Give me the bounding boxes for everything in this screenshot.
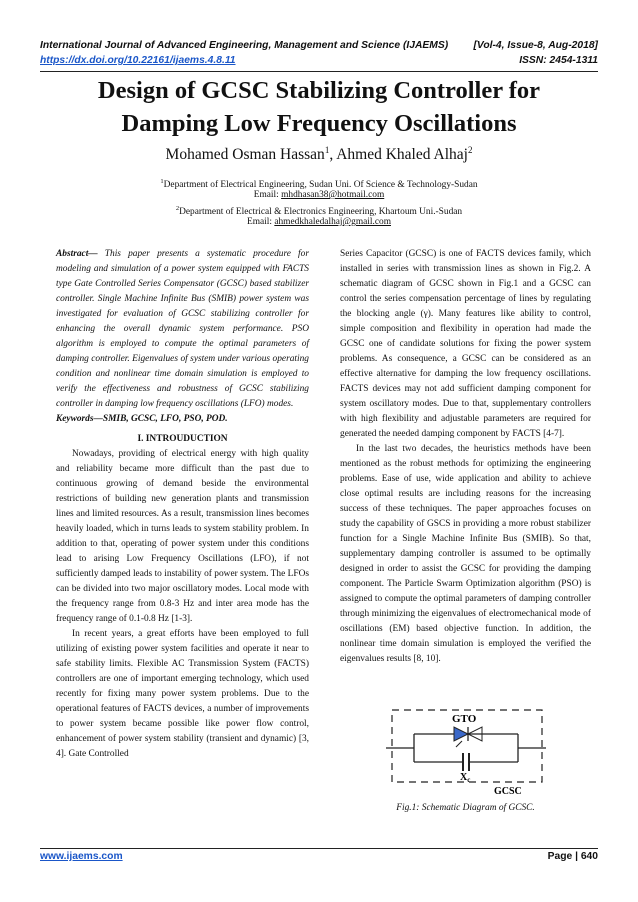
author-1: Mohamed Osman Hassan (165, 146, 325, 164)
section-heading-introduction: I. INTROUDUCTION (137, 434, 228, 444)
email-1-label: Email: (253, 190, 282, 200)
header-divider (40, 71, 598, 72)
journal-subheader (40, 55, 598, 66)
doi-link[interactable]: https://dx.doi.org/10.22161/ijaems.4.8.11 (40, 55, 236, 66)
affiliation-2-text: Department of Electrical & Electronics Engineering, Khartoum Uni.-Sudan (179, 207, 463, 218)
figure-caption: Fig.1: Schematic Diagram of GCSC. (396, 803, 535, 813)
paragraph: In the last two decades, the heuristics methods have been mentioned as the robust methods for optimizing the engineering problems. Ease of use, wide application and ability to achieve close optimal results are including reasons for the increasing success of these techniques. The paper approaches focuses on study the capability of GSCS in providing a more robust stabilizer function for a Single Machine Infinite Bus (SMIB). So that, supplementary damping controller is assumed to be optimally designed in order to assist the GCSC for providing the damping component. The Particle Swarm Optimization algorithm (PSO) is assigned to compute the optimal parameters of damping controller through minimizing the eigenvalues of electromechanical mode of oscillations (EM) based objective function. In addition, the nonlinear time domain simulation is employed the verified the eigenvalues results [8, 10]. (340, 444, 591, 664)
page-number (548, 851, 598, 862)
xc-label (460, 772, 470, 784)
issn: ISSN: 2454-1311 (519, 55, 598, 66)
abstract-label: Abstract— (56, 249, 98, 259)
xc-label-sub: c (467, 776, 471, 784)
gcsc-schematic-figure (386, 706, 546, 798)
email-2 (40, 216, 598, 228)
footer-website-link[interactable]: www.ijaems.com (40, 851, 123, 862)
author-separator: , (329, 146, 337, 164)
page-number-value: 640 (580, 851, 598, 862)
email-2-link[interactable]: ahmedkhaledalhaj@gmail.com (274, 217, 391, 227)
email-2-label: Email: (246, 217, 275, 227)
author-list (40, 145, 598, 164)
paper-title-line-1: Design of GCSC Stabilizing Controller for (97, 77, 541, 104)
abstract-text: This paper presents a systematic procedure for modeling and simulation of a power system equipped with FACTS type Gate Controlled Series Compensator (GCSC) based stabilizer controller. Single Machine Infinite Bus (SMIB) power system was investigated for evaluation of GCSC stabilizing controller for enhancing the overall dynamic system performance. PSO algorithm is employed to compute the optimal parameters of damping controller. Eigenvalues of system under various operating condition and nonlinear time domain simulation is employed to verify the effectiveness and robustness of GCSC stabilizing controller in damping low frequency oscillations (LFO) modes. (56, 249, 309, 409)
journal-name: International Journal of Advanced Engineering, Management and Science (IJAEMS) (40, 40, 449, 51)
email-1 (40, 189, 598, 201)
email-1-link[interactable]: mhdhasan38@hotmail.com (281, 190, 385, 200)
abstract (56, 247, 309, 412)
left-column (56, 247, 309, 762)
author-2: Ahmed Khaled Alhaj (336, 146, 468, 164)
affiliation-1-mark: 1 (160, 178, 164, 185)
gto-label: GTO (452, 713, 477, 725)
right-column (340, 247, 591, 667)
keywords: Keywords—SMIB, GCSC, LFO, PSO, POD. (56, 414, 228, 424)
affiliation-2-mark: 2 (175, 205, 180, 212)
gto-thyristor-forward-icon (454, 727, 468, 741)
author-2-affil-mark: 2 (467, 145, 473, 155)
affiliation-1-text: Department of Electrical Engineering, Sudan Uni. Of Science & Technology-Sudan (163, 180, 478, 191)
journal-header (40, 40, 598, 51)
page-label: Page | (547, 851, 581, 862)
author-1-affil-mark: 1 (324, 145, 330, 155)
gto-gate-icon (456, 741, 462, 747)
xc-label-main: X (460, 772, 468, 783)
paper-title-line-2: Damping Low Frequency Oscillations (121, 110, 517, 137)
journal-volume: [Vol-4, Issue-8, Aug-2018] (473, 40, 598, 51)
paragraph: Series Capacitor (GCSC) is one of FACTS devices family, which installed in series with transmission lines as shown in Fig.2. A schematic diagram of GCSC shown in Fig.1 and a GCSC can control the series compensation percentage of lines by regulating the blocking angle (γ). Many features like ability to control, simple composition and flexibility in operation had made the GCSC one of candidate solutions for fixing the power system problems. As consequence, a GCSC can be considered as an effective alternative for damping the low frequency oscillations. FACTS devices may not add sufficient damping component for system oscillatory modes. Due to that, supplementary controllers with high flexibility and adjustable parameters are required for generated the needed damping component by FACTS [4-7]. (340, 249, 591, 439)
footer-divider (40, 848, 598, 849)
paragraph: In recent years, a great efforts have been employed to full utilizing of existing power system facilities and operate it near to safe stability limits. Flexible AC Transmission System (FACTS) controllers are one of important emerging technology, which used recently for fixing many power system problems. Due to the operational features of FACTS devices, a number of improvements to power system became possible like power flow control, enhancement of power system stability (transient and dynamic) [3, 4]. Gate Controlled (56, 629, 309, 759)
gcsc-label: GCSC (494, 786, 522, 797)
paragraph: Nowadays, providing of electrical energy with high quality and reliability became more difficult than the past due to continuous growing of demand beside the environmental restrictions of building new generation plants and transmission lines and limited resources. As a result, transmission lines becomes heavily loaded, which in turns leads to system stability problem. In addition to that, operating of power system under this conditions lead to arising Low Frequency Oscillations (LFO), if not sufficiently damped leads to instability of power system. The LFOs can be divided into two major oscillatory modes. Local mode with the frequency range from 0.8-3 Hz and inter area mode has the frequency range of 0.1-0.8 Hz [1-3]. (56, 449, 309, 624)
